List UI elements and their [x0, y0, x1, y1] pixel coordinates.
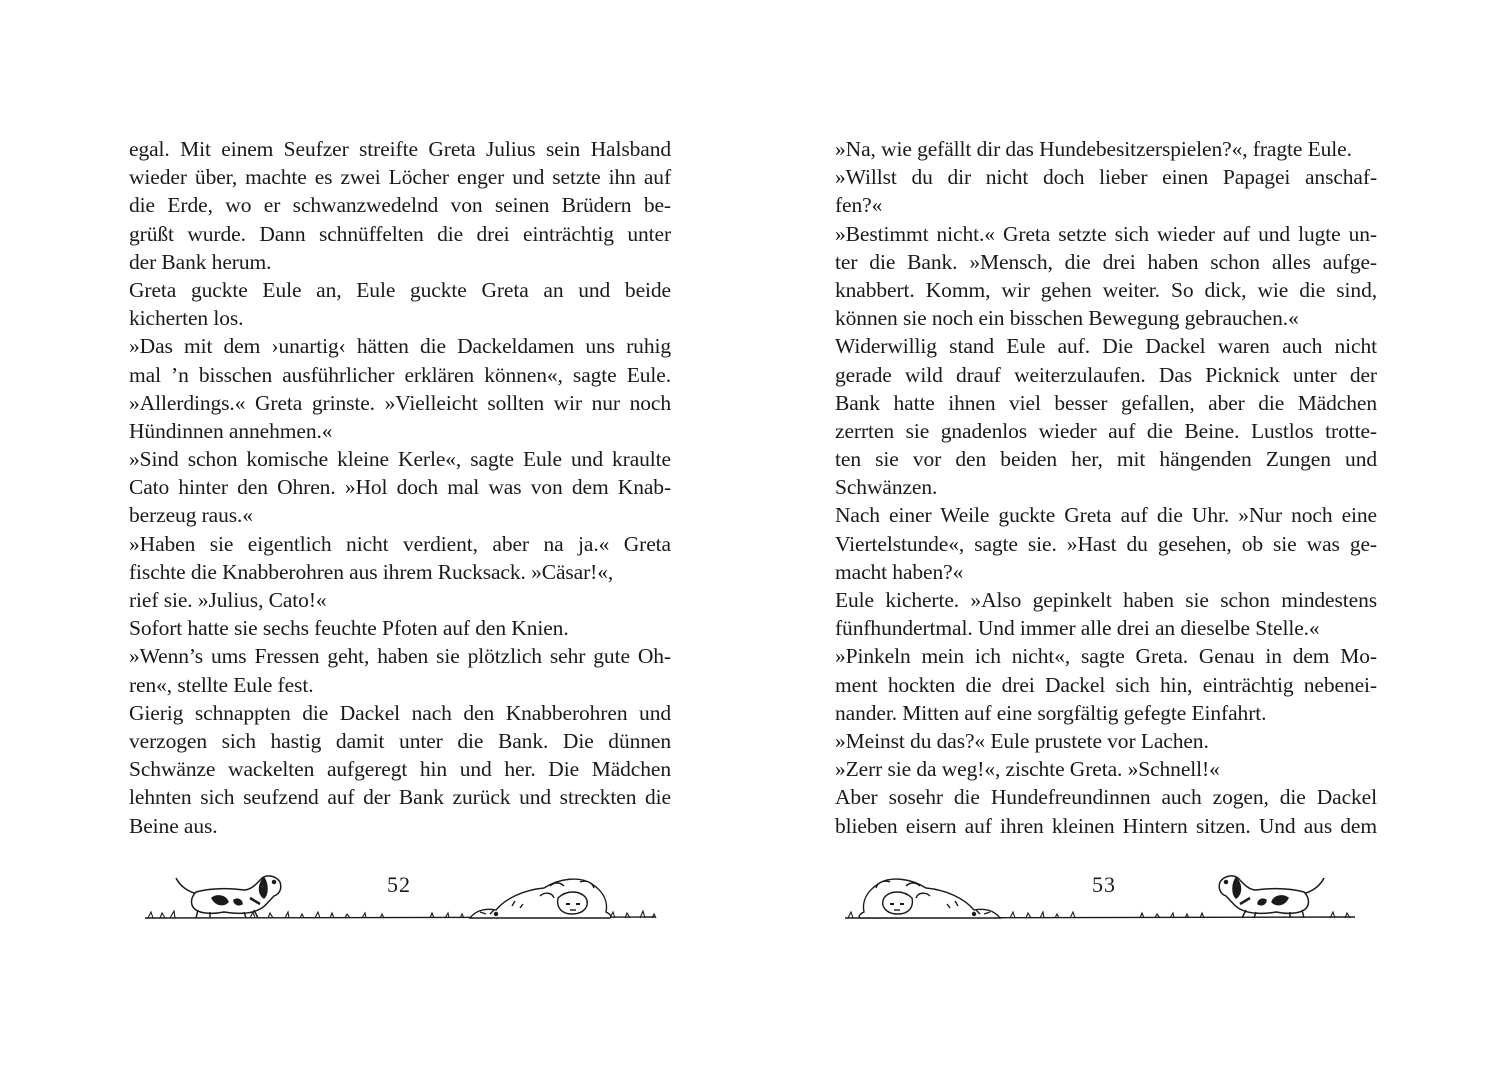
text-line: ren«, stellte Eule fest. — [129, 672, 314, 697]
text-line: lehnten sich seufzend auf der Bank zurück und streckten die — [129, 785, 671, 810]
sleeping-dogs-drawing — [859, 879, 1000, 918]
text-line: »Haben sie eigentlich nicht verdient, aber na ja.« Greta — [129, 531, 671, 556]
text-line: verzogen sich hastig damit unter die Bank. Die dünnen — [129, 728, 671, 753]
text-line: mal ’n bisschen ausführlicher erklären können«, sagte Eule. — [129, 362, 671, 387]
text-line: wieder über, machte es zwei Löcher enger und setzte ihn auf — [129, 165, 671, 190]
text-line: nander. Mitten auf eine sorgfältig gefegte Einfahrt. — [835, 700, 1267, 725]
text-line: »Na, wie gefällt dir das Hundebesitzerspielen?«, fragte Eule. — [835, 137, 1352, 161]
sleeping-dogs-drawing — [470, 879, 611, 918]
text-line: »Wenn’s ums Fressen geht, haben sie plötzlich sehr gute Oh- — [129, 644, 671, 669]
page-number: 53 — [1092, 872, 1116, 897]
text-line: grüßt wurde. Dann schnüffelten die drei einträchtig unter — [129, 221, 671, 246]
text-line: macht haben?« — [835, 559, 964, 584]
text-line: »Das mit dem ›unartig‹ hätten die Dackeldamen uns ruhig — [129, 334, 671, 359]
text-line: »Sind schon komische kleine Kerle«, sagte Eule und kraulte — [129, 447, 671, 472]
left-page-text — [129, 135, 671, 840]
text-line: Gierig schnappten die Dackel nach den Knabberohren und — [129, 700, 671, 725]
page-number: 52 — [387, 872, 411, 897]
text-line: Nach einer Weile guckte Greta auf die Uhr. »Nur noch eine — [835, 503, 1377, 528]
dachshund-drawing — [176, 876, 281, 918]
text-line: »Zerr sie da weg!«, zischte Greta. »Schnell!« — [835, 757, 1220, 782]
text-line: »Willst du dir nicht doch lieber einen Papagei anschaf- — [835, 165, 1377, 190]
text-line: Cato hinter den Ohren. »Hol doch mal was von dem Knab- — [129, 475, 671, 500]
text-line: gerade wild drauf weiterzulaufen. Das Picknick unter der — [835, 362, 1377, 387]
text-line: »Bestimmt nicht.« Greta setzte sich wieder auf und lugte un- — [835, 221, 1377, 246]
right-page-footer — [840, 868, 1400, 928]
right-page-text — [835, 135, 1377, 840]
text-line: fen?« — [835, 193, 883, 218]
text-line: zerrten sie gnadenlos wieder auf die Beine. Lustlos trotte- — [835, 418, 1377, 443]
text-line: Bank hatte ihnen viel besser gefallen, aber die Mädchen — [835, 390, 1377, 415]
text-line: »Allerdings.« Greta grinste. »Vielleicht sollten wir nur noch — [129, 390, 671, 415]
text-line: kicherten los. — [129, 306, 244, 331]
text-line: fischte die Knabberohren aus ihrem Rucksack. »Cäsar!«, — [129, 559, 614, 584]
text-line: Schwänze wackelten aufgeregt hin und her. Die Mädchen — [129, 757, 671, 782]
text-line: berzeug raus.« — [129, 503, 253, 528]
text-line: rief sie. »Julius, Cato!« — [129, 588, 327, 612]
text-line: fünfhundertmal. Und immer alle drei an dieselbe Stelle.« — [835, 616, 1320, 641]
text-line: »Pinkeln mein ich nicht«, sagte Greta. Genau in dem Mo- — [835, 644, 1377, 669]
text-line: der Bank herum. — [129, 249, 272, 274]
text-line: Schwänzen. — [835, 475, 938, 500]
text-line: Beine aus. — [129, 813, 218, 838]
dachshund-drawing — [1219, 876, 1324, 918]
text-line: können sie noch ein bisschen Bewegung gebrauchen.« — [835, 306, 1299, 331]
text-line: egal. Mit einem Seufzer streifte Greta Julius sein Halsband — [129, 137, 671, 161]
text-line: Hündinnen annehmen.« — [129, 418, 333, 443]
text-line: Aber sosehr die Hundefreundinnen auch zogen, die Dackel — [835, 785, 1377, 810]
text-line: Widerwillig stand Eule auf. Die Dackel waren auch nicht — [835, 334, 1377, 359]
text-line: Viertelstunde«, sagte sie. »Hast du gesehen, ob sie was ge- — [835, 531, 1377, 556]
text-line: ment hockten die drei Dackel sich hin, einträchtig nebenei- — [835, 672, 1377, 697]
text-line: Eule kicherte. »Also gepinkelt haben sie schon mindestens — [835, 588, 1377, 612]
text-line: »Meinst du das?« Eule prustete vor Lachen. — [835, 728, 1209, 753]
text-line: knabbert. Komm, wir gehen weiter. So dick, wie die sind, — [835, 277, 1377, 302]
text-line: die Erde, wo er schwanzwedelnd von seinen Brüdern be- — [129, 193, 671, 218]
text-line: blieben eisern auf ihren kleinen Hintern sitzen. Und aus dem — [835, 813, 1377, 838]
text-line: Sofort hatte sie sechs feuchte Pfoten auf den Knien. — [129, 616, 569, 641]
text-line: ter die Bank. »Mensch, die drei haben schon alles aufge- — [835, 249, 1377, 274]
text-line: ten sie vor den beiden her, mit hängenden Zungen und — [835, 447, 1377, 472]
text-line: Greta guckte Eule an, Eule guckte Greta an und beide — [129, 277, 671, 302]
left-page-footer — [140, 868, 700, 928]
